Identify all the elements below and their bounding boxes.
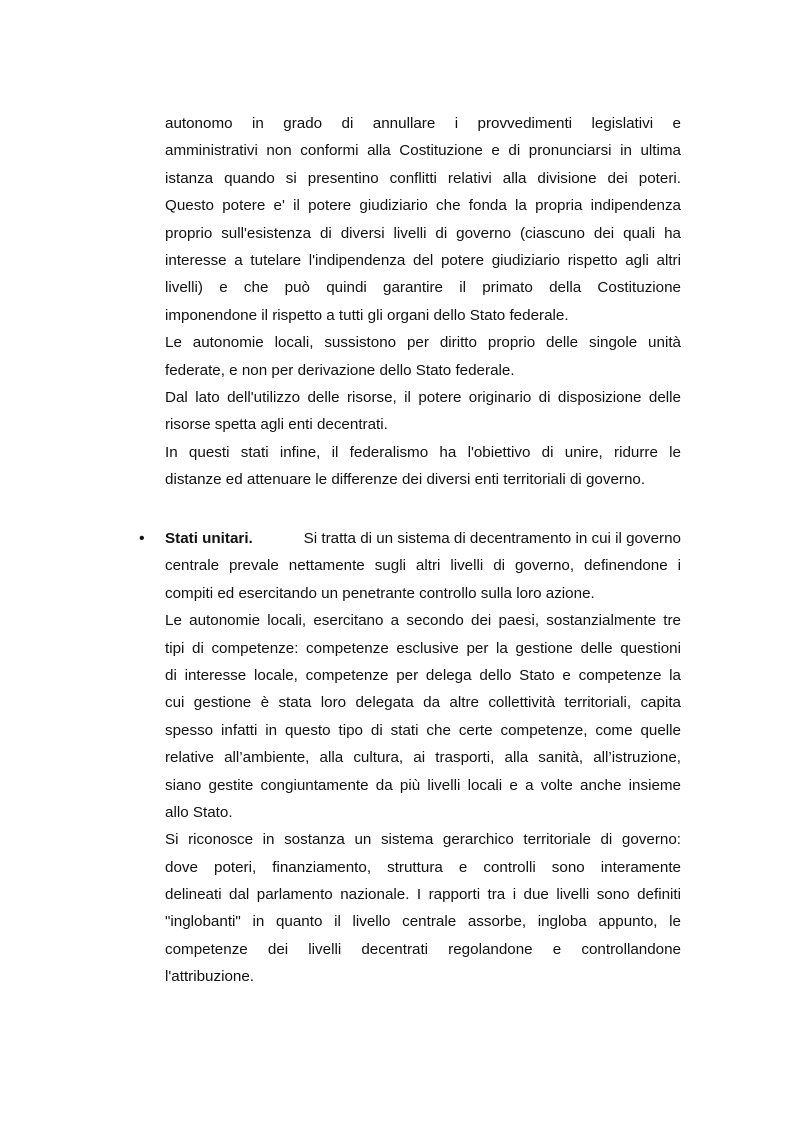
text-line: dove poteri, finanziamento, struttura e controlli sono interamente	[165, 858, 681, 876]
text-line: competenze dei livelli decentrati regolandone e controllandone	[165, 940, 681, 958]
text-line: livelli) e che può quindi garantire il primato della Costituzione	[165, 279, 681, 297]
text-line: l'attribuzione.	[165, 968, 255, 986]
text-line: cui gestione è stata loro delegata da altre collettività territoriali, capita	[165, 694, 681, 712]
text-line: Le autonomie locali, sussistono per diritto proprio delle singole unità	[165, 334, 681, 352]
federal-states-paragraph	[165, 110, 681, 493]
text-line: allo Stato.	[165, 803, 233, 821]
text-line: Si tratta di un sistema di decentramento in cui il governo	[303, 530, 681, 547]
text-line-heading	[165, 525, 681, 552]
text-line: Le autonomie locali, esercitano a secondo dei paesi, sostanzialmente tre	[165, 612, 681, 630]
text-line: proprio sull'esistenza di diversi livelli di governo (ciascuno dei quali ha	[165, 224, 681, 242]
text-line: autonomo in grado di annullare i provvedimenti legislativi e	[165, 115, 681, 132]
text-line: Questo potere e' il potere giudiziario che fonda la propria indipendenza	[165, 197, 681, 215]
text-line: federate, e non per derivazione dello Stato federale.	[165, 361, 515, 379]
text-line: siano gestite congiuntamente da più livelli locali e a volte anche insieme	[165, 776, 681, 794]
text-line: delineati dal parlamento nazionale. I rapporti tra i due livelli sono definiti	[165, 886, 681, 904]
text-line: relative all’ambiente, alla cultura, ai trasporti, alla sanità, all’istruzione,	[165, 749, 681, 767]
text-line: In questi stati infine, il federalismo ha l'obiettivo di unire, ridurre le	[165, 443, 681, 461]
text-line: tipi di competenze: competenze esclusive per la gestione delle questioni	[165, 639, 681, 657]
text-line: Dal lato dell'utilizzo delle risorse, il potere originario di disposizione delle	[165, 388, 681, 406]
text-line: "inglobanti" in quanto il livello centrale assorbe, ingloba appunto, le	[165, 913, 681, 931]
unitary-states-paragraph	[165, 525, 681, 991]
text-line: istanza quando si presentino conflitti relativi alla divisione dei poteri.	[165, 169, 681, 187]
text-line: interesse a tutelare l'indipendenza del potere giudiziario rispetto agli altri	[165, 251, 681, 269]
text-line: di interesse locale, competenze per delega dello Stato e competenze la	[165, 666, 681, 684]
bullet-point: •	[139, 530, 145, 547]
section-title: Stati unitari.	[165, 530, 253, 547]
text-line: amministrativi non conformi alla Costituzione e di pronunciarsi in ultima	[165, 142, 681, 160]
text-line: distanze ed attenuare le differenze dei diversi enti territoriali di governo.	[165, 471, 646, 489]
text-line: imponendone il rispetto a tutti gli organi dello Stato federale.	[165, 306, 569, 324]
text-line: compiti ed esercitando un penetrante controllo sulla loro azione.	[165, 584, 595, 602]
text-line: spesso infatti in questo tipo di stati che certe competenze, come quelle	[165, 721, 681, 739]
text-line: centrale prevale nettamente sugli altri livelli di governo, definendone i	[165, 557, 681, 575]
text-line: Si riconosce in sostanza un sistema gerarchico territoriale di governo:	[165, 831, 681, 849]
text-line: risorse spetta agli enti decentrati.	[165, 416, 388, 434]
